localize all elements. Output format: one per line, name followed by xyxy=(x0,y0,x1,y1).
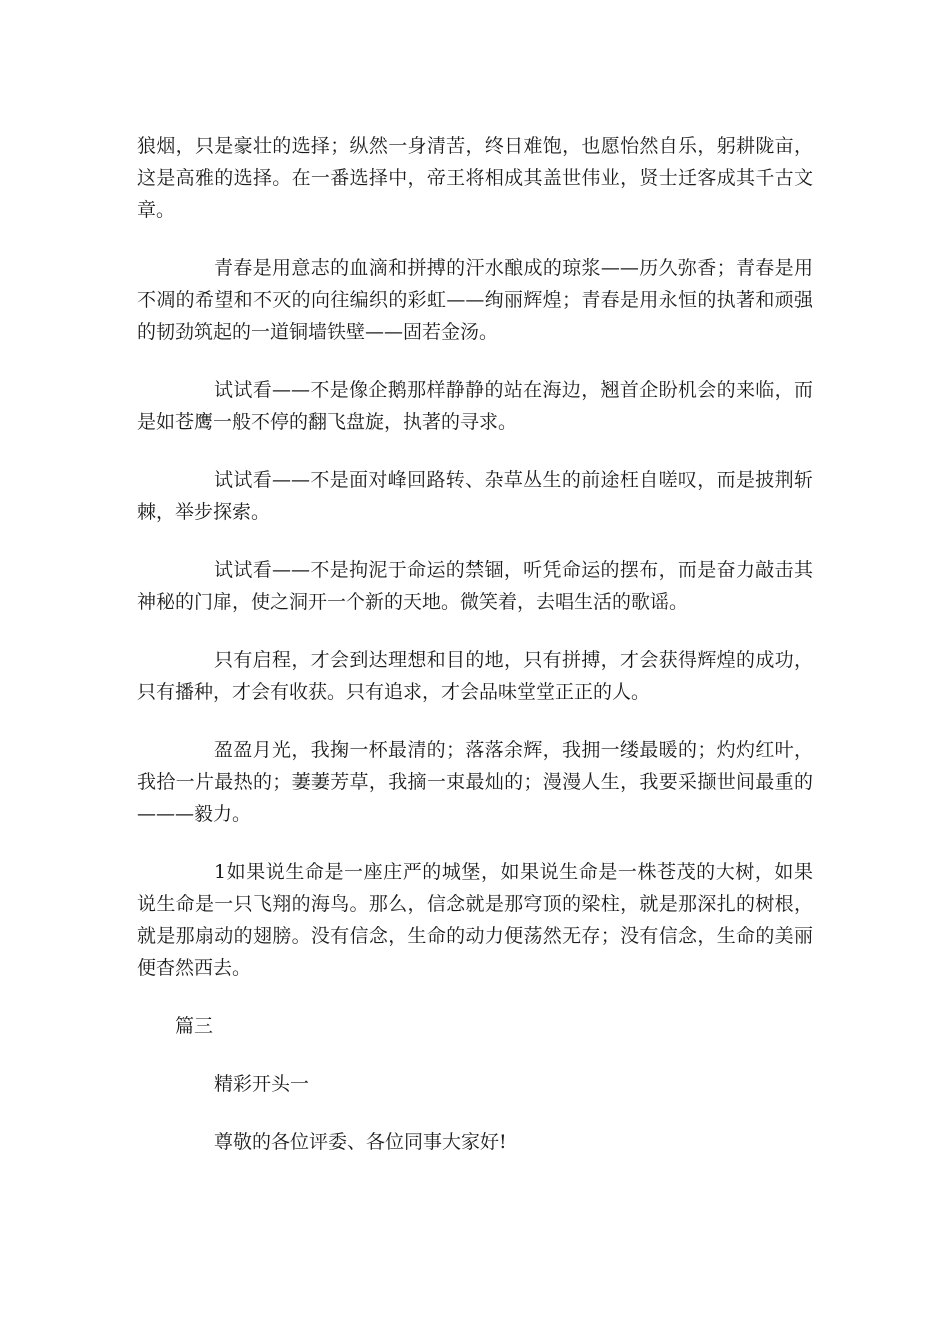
paragraph-life-belief: 1如果说生命是一座庄严的城堡，如果说生命是一株苍茂的大树，如果说生命是一只飞翔的海鸟。那么，信念就是那穹顶的梁柱，就是那深扎的树根，就是那扇动的翅膀。没有信念，生命的动力便荡然无存；没有信念，生命的美丽便杳然西去。 xyxy=(137,861,813,979)
paragraph-try-path: 试试看——不是面对峰回路转、杂草丛生的前途枉自嗟叹，而是披荆斩棘，举步探索。 xyxy=(137,469,813,523)
greeting-line: 尊敬的各位评委、各位同事大家好! xyxy=(214,1131,507,1153)
document-body xyxy=(137,130,813,1184)
paragraph-try-penguin: 试试看——不是像企鹅那样静静的站在海边，翘首企盼机会的来临，而是如苍鹰一般不停的翻飞盘旋，执著的寻求。 xyxy=(137,379,813,433)
section-title: 篇三 xyxy=(175,1015,214,1037)
paragraph-choice: 狼烟，只是豪壮的选择；纵然一身清苦，终日难饱，也愿怡然自乐，躬耕陇亩，这是高雅的选择。在一番选择中，帝王将相成其盖世伟业，贤士迁客成其千古文章。 xyxy=(137,135,813,221)
paragraph-only-start: 只有启程，才会到达理想和目的地，只有拼搏，才会获得辉煌的成功，只有播种，才会有收获。只有追求，才会品味堂堂正正的人。 xyxy=(137,649,813,703)
paragraph-youth: 青春是用意志的血滴和拼搏的汗水酿成的琼浆——历久弥香；青春是用不凋的希望和不灭的向往编织的彩虹——绚丽辉煌；青春是用永恒的执著和顽强的韧劲筑起的一道铜墙铁壁——固若金汤。 xyxy=(137,257,813,343)
paragraph-moonlight: 盈盈月光，我掬一杯最清的；落落余辉，我拥一缕最暖的；灼灼红叶，我拾一片最热的；萋萋芳草，我摘一束最灿的；漫漫人生，我要采撷世间最重的———毅力。 xyxy=(137,739,813,825)
paragraph-try-fate: 试试看——不是拘泥于命运的禁锢，听凭命运的摆布，而是奋力敲击其神秘的门扉，使之洞开一个新的天地。微笑着，去唱生活的歌谣。 xyxy=(137,559,813,613)
subsection-title: 精彩开头一 xyxy=(214,1073,310,1095)
